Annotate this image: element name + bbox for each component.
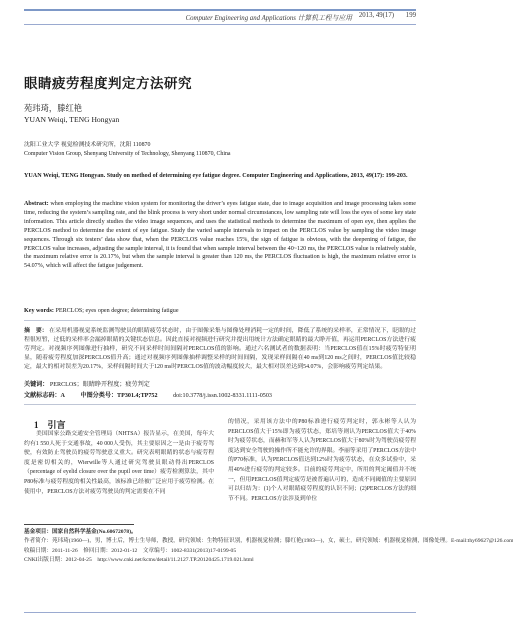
abstract-text: when employing the machine vision system for monitoring the driver’s eyes fatigue state, due to image acquisition and image processing takes some time, reducing the system’s sampling rate, and the blink process is very short under normal circumstances, low sampling rate will loss the eyes of some key state information. This article directly studies the video image sequences, and uses the statistical methods to determine the maximum of open eye, then applies the PERCLOS method to determine the extent of eye fatigue. Study the varied sample intervals to impact on the PERCLOS value by sampling the video image sequences. Through six testers’ data show that, when the PERCLOS value reaches 15%, the sign of fatigue is obvious, with the deepening of fatigue, the PERCLOS value increases, adjusting the sample interval, it is found that when sample interval between the 40~120 ms, the PERCLOS value is relatively stable, the maximum relative error is 20.17%, but when the sample interval is greater than 120 ms, the PERCLOS fluctuation is high, the maximum relative error is 54.07%, which will affect the fatigue judgement. — [24, 201, 416, 270]
metadata-divider — [24, 404, 416, 405]
affiliation — [24, 141, 416, 159]
journal-name: Computer Engineering and Applications 计算机工程与应用 — [185, 15, 352, 22]
affiliation-cn: 沈阳工业大学 视觉检测技术研究所，沈阳 110870 — [24, 142, 151, 148]
keywords-label: Key words: — [24, 308, 54, 314]
body-column-right: 的情况，采用该方法中的P80标准进行疲劳判定时，郭永彬等人认为PERCLOS值大于15%即为疲劳状态，郑培等则认为PERCLOS值大于40%时为疲劳状态，而赫和军等人认为PERCLOS值大于80%时为驾驶员疲劳程度达到安全驾驶的操作所不能允许的界限。李丽等采用了PERCLOS方法中的P70标准，认为PERCLOS值达到12%时为疲劳状态，在众多试验中，采用40%进行疲劳的判定较多。目前的疲劳判定中，所用的判定阈值并不统一，但用PERCLOS值判定疲劳是被普遍认可的，造成不同阈值的主要原因可以归结为：(1)个人对眼睛疲劳程度的认识不同；(2)PERCLOS方法的细节不同。PERCLOS方法涉及到单位 — [228, 419, 416, 502]
journal-volume: 2013, 49(17) — [358, 12, 394, 19]
footnote-funding: 基金项目：国家自然科学基金(No.60672078)。 — [24, 529, 137, 535]
footnote-cnki: CNKI出版日期：2012-04-25 http://www.cnki.net/kcms/detail/11.2127.TP.20120425.1719.021.html — [24, 557, 254, 564]
article-metadata — [24, 392, 416, 401]
footnote-dates: 收稿日期：2011-11-26 修回日期：2012-01-12 文章编号：1002-8331(2013)17-0199-05 — [24, 547, 237, 554]
footnote-rule — [24, 524, 134, 525]
header-top-rule — [24, 9, 416, 11]
cn-keywords-text: PERCLOS；眼睛睁开程度；疲劳判定 — [49, 382, 150, 388]
body-column-left: 美国国家公路交通安全管理局（NHTSA）报告显示，在美国，每年大约有1 550人死于交通事故，40 000人受伤，其主要原因之一是由于疲劳驾驶，有效防止驾驶员的疲劳驾驶意义重大。研究表明眼睛的状态与疲劳程度是密切相关的，Wierwille等人通过研究驾驶员眼动得出PERCLOS（percentage of eyelid closure over the pupil over time）疲劳检测算法，其中P80标准与疲劳程度的相关性最高，该标准已经被广泛应用于疲劳检测。在使用中，PERCLOS方法对疲劳驾驶员的判定需要在不同 — [24, 431, 214, 495]
footer-rule — [24, 612, 416, 613]
header-rule — [24, 24, 416, 25]
cn-abstract-text: 在采用机器视觉系统监测驾驶员的眼睛疲劳状态时，由于图像采集与图像处理消耗一定的时间，降低了系统的采样率，正常情况下，眨眼的过程很短暂，过低的采样率会漏掉眼睛的关键状态信息。因此直接对视频进行研究并提出用统计方法确定眼睛的最大睁开值，再运用PERCLOS方法进行疲劳判定。对视频序列图像进行抽样，研究不同采样时间间隔对PERCLOS值的影响。通过六名测试者的数据表明：当PERCLOS值在15%时疲劳特征明显，随着疲劳程度加深PERCLOS值升高；通过对视频序列图像抽样调整采样的时间间隔，发现采样间隔在40 ms到120 ms之间时，PERCLOS值比较稳定，最大的相对误差为20.17%，采样间隔时间大于120 ms时PERCLOS值的波动幅度较大，最大相对误差达到54.07%，会影响疲劳判定结果。 — [24, 328, 416, 370]
cn-abstract-label: 摘 要： — [24, 328, 48, 334]
doc-code: 文献标志码：A — [24, 393, 65, 399]
keywords-en — [24, 307, 416, 316]
footnotes — [24, 528, 513, 566]
authors-en: YUAN Weiqi, TENG Hongyan — [24, 115, 120, 124]
citation: YUAN Weiqi, TENG Hongyan. Study on method of determining eye fatigue degree. Computer Engineering and Applications, 2013, 49(17): 199-203. — [24, 173, 408, 179]
page-number: 199 — [405, 12, 416, 19]
running-header — [24, 12, 416, 24]
affiliation-en: Computer Vision Group, Shenyang University of Technology, Shenyang 110870, China — [24, 151, 231, 157]
authors-cn: 苑玮琦，滕红艳 — [24, 104, 83, 113]
abstract-cn — [24, 327, 416, 372]
keywords-text: PERCLOS; eyes open degree; determining fatigue — [55, 308, 179, 314]
abstract-divider — [24, 320, 416, 321]
doi: doi:10.3778/j.issn.1002-8331.1111-0503 — [173, 393, 272, 399]
section-heading: 1 引言 — [34, 420, 66, 430]
footnote-author-bio: 作者简介：苑玮琦(1960—)，男，博士后，博士生导师，教授，研究领域：生物特征识别，机器视觉检测；滕红艳(1983—)，女，硕士，研究领域：机器视觉检测，图像处理。E-mail:thy69627@126.com — [24, 538, 513, 545]
cn-keywords-label: 关键词： — [24, 382, 49, 388]
abstract-en — [24, 200, 416, 271]
abstract-label: Abstract: — [24, 201, 49, 207]
paper-title: 眼睛疲劳程度判定方法研究 — [24, 76, 192, 91]
clc-number: 中图分类号：TP301.4;TP752 — [80, 393, 158, 399]
keywords-cn — [24, 381, 416, 390]
